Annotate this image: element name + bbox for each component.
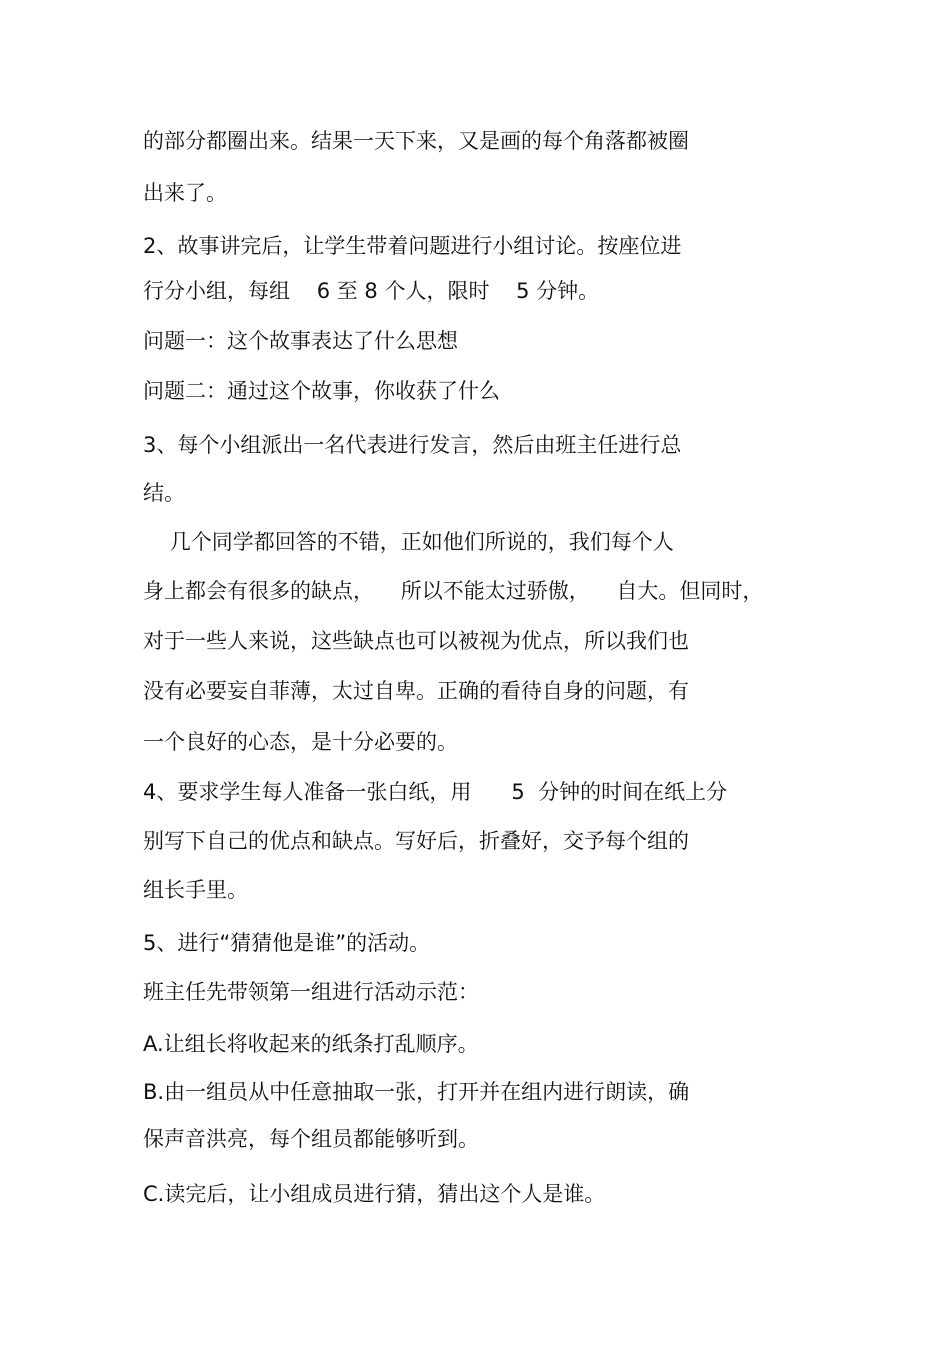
text-line: 保声音洪亮，每个组员都能够听到。 bbox=[143, 1127, 479, 1151]
text-line: B.由一组员从中任意抽取一张，打开并在组内进行朗读，确 bbox=[143, 1080, 690, 1104]
text-line: 行分小组，每组 6 至 8 个人，限时 5 分钟。 bbox=[143, 279, 600, 303]
text-line: 3、每个小组派出一名代表进行发言，然后由班主任进行总 bbox=[143, 433, 682, 457]
text-line: 组长手里。 bbox=[143, 878, 248, 902]
text-line: 问题一：这个故事表达了什么思想 bbox=[143, 329, 458, 353]
text-line: 结。 bbox=[143, 481, 185, 505]
text-line: 问题二：通过这个故事，你收获了什么 bbox=[143, 379, 500, 403]
text-line: 出来了。 bbox=[143, 181, 227, 205]
text-line: 的部分都圈出来。结果一天下来，又是画的每个角落都被圈 bbox=[143, 129, 689, 153]
text-line: 别写下自己的优点和缺点。写好后，折叠好，交予每个组的 bbox=[143, 829, 689, 853]
text-line: 没有必要妄自菲薄，太过自卑。正确的看待自身的问题，有 bbox=[143, 679, 689, 703]
text-line: 5、进行“猜猜他是谁”的活动。 bbox=[143, 931, 431, 955]
text-line: 2、故事讲完后，让学生带着问题进行小组讨论。按座位进 bbox=[143, 234, 682, 258]
text-line: 身上都会有很多的缺点， 所以不能太过骄傲， 自大。但同时， bbox=[143, 579, 764, 603]
text-line: 一个良好的心态，是十分必要的。 bbox=[143, 730, 458, 754]
text-line: 几个同学都回答的不错，正如他们所说的，我们每个人 bbox=[143, 530, 674, 554]
text-line: 班主任先带领第一组进行活动示范： bbox=[143, 980, 479, 1004]
text-line: 对于一些人来说，这些缺点也可以被视为优点，所以我们也 bbox=[143, 629, 689, 653]
text-line: A.让组长将收起来的纸条打乱顺序。 bbox=[143, 1032, 479, 1056]
text-line: C.读完后，让小组成员进行猜，猜出这个人是谁。 bbox=[143, 1182, 606, 1206]
text-line: 4、要求学生每人准备一张白纸，用 5 分钟的时间在纸上分 bbox=[143, 780, 728, 804]
